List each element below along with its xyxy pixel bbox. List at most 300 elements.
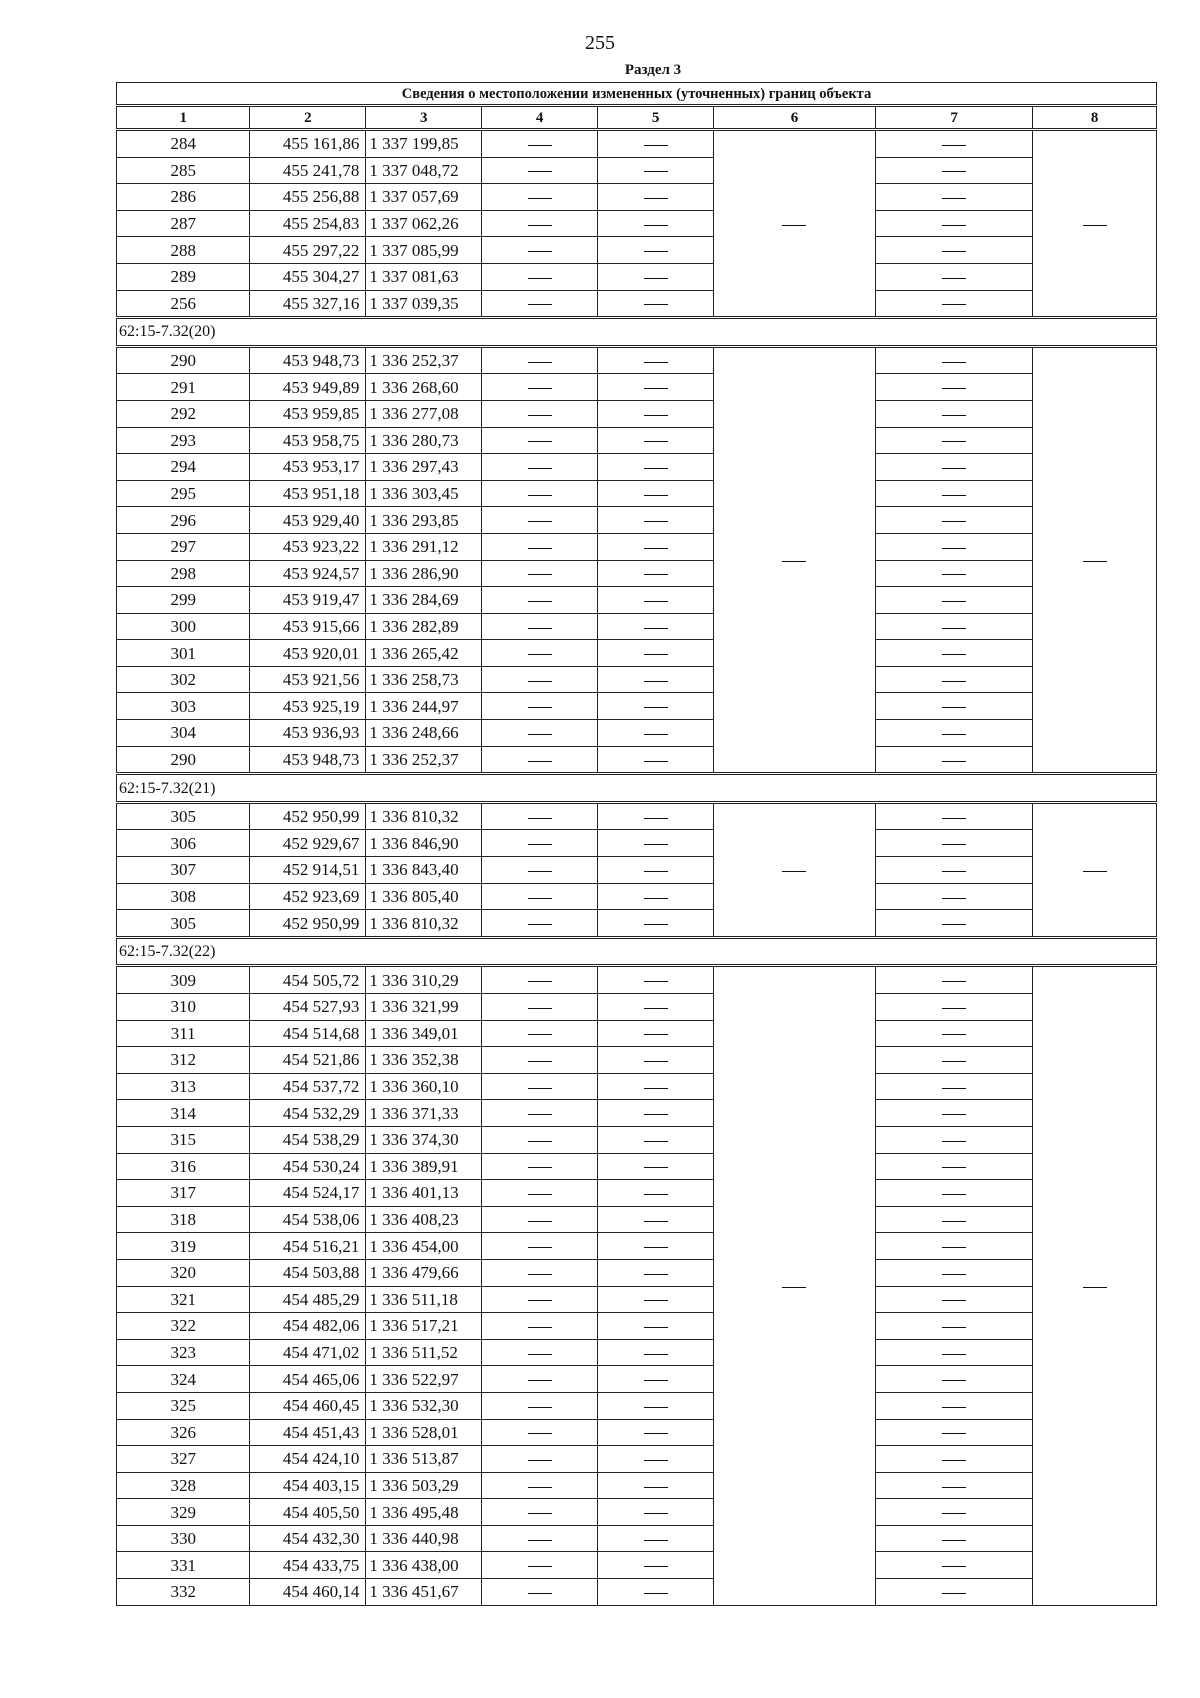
dash-mark <box>528 734 552 735</box>
point-number: 291 <box>117 374 250 401</box>
dash-mark <box>782 225 806 226</box>
table-row <box>117 1073 1157 1100</box>
dash-mark <box>942 1088 966 1089</box>
column-7-cell <box>875 237 1032 264</box>
dash-mark <box>644 681 668 682</box>
column-7-cell <box>875 1233 1032 1260</box>
table-row <box>117 1472 1157 1499</box>
column-7-cell <box>875 910 1032 938</box>
coordinate-x: 452 914,51 <box>250 857 366 884</box>
coordinate-y: 1 337 039,35 <box>366 290 482 318</box>
column-4-cell <box>482 290 598 318</box>
column-number: 6 <box>714 106 876 130</box>
dash-mark <box>942 1487 966 1488</box>
dash-mark <box>942 734 966 735</box>
dash-mark <box>528 574 552 575</box>
dash-mark <box>644 415 668 416</box>
column-4-cell <box>482 857 598 884</box>
column-4-cell <box>482 1153 598 1180</box>
dash-mark <box>644 818 668 819</box>
column-7-cell <box>875 746 1032 774</box>
table-row <box>117 157 1157 184</box>
dash-mark <box>942 1008 966 1009</box>
coordinate-y: 1 336 349,01 <box>366 1020 482 1047</box>
column-5-cell <box>598 746 714 774</box>
column-4-cell <box>482 1525 598 1552</box>
point-number: 290 <box>117 346 250 374</box>
table-row <box>117 613 1157 640</box>
dash-mark <box>528 898 552 899</box>
dash-mark <box>644 1034 668 1035</box>
point-number: 329 <box>117 1499 250 1526</box>
column-7-cell <box>875 1579 1032 1606</box>
coordinate-y: 1 336 479,66 <box>366 1259 482 1286</box>
coordinate-y: 1 336 371,33 <box>366 1100 482 1127</box>
column-5-cell <box>598 130 714 158</box>
coordinate-x: 452 923,69 <box>250 883 366 910</box>
table-row <box>117 994 1157 1021</box>
column-5-cell <box>598 290 714 318</box>
dash-mark <box>942 818 966 819</box>
column-5-cell <box>598 640 714 667</box>
column-4-cell <box>482 157 598 184</box>
coordinate-x: 454 460,45 <box>250 1392 366 1419</box>
column-7-cell <box>875 290 1032 318</box>
dash-mark <box>644 495 668 496</box>
coordinate-y: 1 336 511,52 <box>366 1339 482 1366</box>
coordinate-x: 453 915,66 <box>250 613 366 640</box>
column-7-cell <box>875 346 1032 374</box>
dash-mark <box>1083 871 1107 872</box>
dash-mark <box>528 171 552 172</box>
point-number: 314 <box>117 1100 250 1127</box>
point-number: 297 <box>117 533 250 560</box>
column-number: 8 <box>1033 106 1157 130</box>
coordinate-x: 453 948,73 <box>250 346 366 374</box>
column-4-cell <box>482 587 598 614</box>
dash-mark <box>528 761 552 762</box>
dash-mark <box>644 1513 668 1514</box>
column-5-cell <box>598 427 714 454</box>
table-row <box>117 1047 1157 1074</box>
table-row <box>117 507 1157 534</box>
coordinate-x: 455 254,83 <box>250 210 366 237</box>
dash-mark <box>1083 1287 1107 1288</box>
column-6-cell <box>714 346 876 774</box>
group-header-row <box>117 937 1157 966</box>
column-4-cell <box>482 613 598 640</box>
table-title: Сведения о местоположении измененных (уточненных) границ объекта <box>117 83 1157 106</box>
point-number: 299 <box>117 587 250 614</box>
column-5-cell <box>598 346 714 374</box>
dash-mark <box>528 362 552 363</box>
coordinate-x: 453 948,73 <box>250 746 366 774</box>
point-number: 315 <box>117 1126 250 1153</box>
coordinate-y: 1 336 265,42 <box>366 640 482 667</box>
point-number: 286 <box>117 184 250 211</box>
dash-mark <box>528 1354 552 1355</box>
dash-mark <box>644 1593 668 1594</box>
coordinate-y: 1 336 352,38 <box>366 1047 482 1074</box>
column-7-cell <box>875 587 1032 614</box>
dash-mark <box>644 1566 668 1567</box>
dash-mark <box>644 1194 668 1195</box>
coordinate-y: 1 336 528,01 <box>366 1419 482 1446</box>
coordinate-x: 454 503,88 <box>250 1259 366 1286</box>
column-number: 7 <box>875 106 1032 130</box>
coordinate-y: 1 336 291,12 <box>366 533 482 560</box>
dash-mark <box>528 415 552 416</box>
column-7-cell <box>875 693 1032 720</box>
coordinate-y: 1 336 440,98 <box>366 1525 482 1552</box>
column-4-cell <box>482 830 598 857</box>
table-row <box>117 346 1157 374</box>
column-5-cell <box>598 587 714 614</box>
coordinate-y: 1 336 258,73 <box>366 666 482 693</box>
dash-mark <box>528 1061 552 1062</box>
coordinate-x: 454 514,68 <box>250 1020 366 1047</box>
table-row <box>117 1259 1157 1286</box>
dash-mark <box>942 225 966 226</box>
point-number: 285 <box>117 157 250 184</box>
column-4-cell <box>482 1579 598 1606</box>
table-row <box>117 693 1157 720</box>
column-7-cell <box>875 666 1032 693</box>
table-row <box>117 1446 1157 1473</box>
column-4-cell <box>482 1233 598 1260</box>
coordinate-x: 453 924,57 <box>250 560 366 587</box>
dash-mark <box>942 601 966 602</box>
column-7-cell <box>875 802 1032 830</box>
table-row <box>117 1552 1157 1579</box>
column-4-cell <box>482 1472 598 1499</box>
table-row <box>117 1313 1157 1340</box>
coordinate-y: 1 336 252,37 <box>366 746 482 774</box>
coordinate-y: 1 336 282,89 <box>366 613 482 640</box>
column-5-cell <box>598 720 714 747</box>
dash-mark <box>528 844 552 845</box>
dash-mark <box>782 561 806 562</box>
column-4-cell <box>482 883 598 910</box>
coordinate-y: 1 336 252,37 <box>366 346 482 374</box>
table-row <box>117 1206 1157 1233</box>
column-5-cell <box>598 1339 714 1366</box>
dash-mark <box>644 548 668 549</box>
point-number: 256 <box>117 290 250 318</box>
coordinate-x: 454 532,29 <box>250 1100 366 1127</box>
point-number: 305 <box>117 802 250 830</box>
column-7-cell <box>875 1153 1032 1180</box>
table-row <box>117 1579 1157 1606</box>
column-5-cell <box>598 184 714 211</box>
dash-mark <box>644 1540 668 1541</box>
dash-mark <box>528 1221 552 1222</box>
dash-mark <box>942 1034 966 1035</box>
point-number: 325 <box>117 1392 250 1419</box>
column-7-cell <box>875 1419 1032 1446</box>
dash-mark <box>528 1327 552 1328</box>
column-7-cell <box>875 157 1032 184</box>
column-7-cell <box>875 994 1032 1021</box>
column-7-cell <box>875 1366 1032 1393</box>
dash-mark <box>644 225 668 226</box>
coordinate-y: 1 336 454,00 <box>366 1233 482 1260</box>
coordinate-x: 453 921,56 <box>250 666 366 693</box>
point-number: 317 <box>117 1180 250 1207</box>
coordinate-y: 1 336 310,29 <box>366 966 482 994</box>
column-7-cell <box>875 720 1032 747</box>
dash-mark <box>1083 561 1107 562</box>
point-number: 328 <box>117 1472 250 1499</box>
dash-mark <box>528 628 552 629</box>
dash-mark <box>644 388 668 389</box>
dash-mark <box>528 521 552 522</box>
dash-mark <box>942 468 966 469</box>
coordinate-y: 1 336 843,40 <box>366 857 482 884</box>
dash-mark <box>644 1167 668 1168</box>
dash-mark <box>644 1354 668 1355</box>
dash-mark <box>942 1460 966 1461</box>
point-number: 327 <box>117 1446 250 1473</box>
column-5-cell <box>598 480 714 507</box>
group-header-row <box>117 774 1157 803</box>
column-4-cell <box>482 400 598 427</box>
dash-mark <box>782 1287 806 1288</box>
coordinate-x: 455 241,78 <box>250 157 366 184</box>
column-5-cell <box>598 560 714 587</box>
column-4-cell <box>482 693 598 720</box>
coordinate-y: 1 336 360,10 <box>366 1073 482 1100</box>
column-4-cell <box>482 1392 598 1419</box>
column-8-cell <box>1033 966 1157 1605</box>
dash-mark <box>942 1327 966 1328</box>
dash-mark <box>644 601 668 602</box>
table-row <box>117 480 1157 507</box>
column-5-cell <box>598 210 714 237</box>
column-7-cell <box>875 857 1032 884</box>
dash-mark <box>942 198 966 199</box>
column-5-cell <box>598 994 714 1021</box>
column-7-cell <box>875 1100 1032 1127</box>
table-body <box>117 130 1157 1606</box>
column-5-cell <box>598 454 714 481</box>
dash-mark <box>644 171 668 172</box>
column-4-cell <box>482 1419 598 1446</box>
table-row <box>117 857 1157 884</box>
parcel-designation: 62:15-7.32(20) <box>117 318 1157 347</box>
point-number: 306 <box>117 830 250 857</box>
column-7-cell <box>875 560 1032 587</box>
table-row <box>117 830 1157 857</box>
coordinate-x: 454 537,72 <box>250 1073 366 1100</box>
column-7-cell <box>875 130 1032 158</box>
column-7-cell <box>875 1339 1032 1366</box>
coordinate-y: 1 337 062,26 <box>366 210 482 237</box>
column-7-cell <box>875 883 1032 910</box>
dash-mark <box>644 362 668 363</box>
dash-mark <box>942 574 966 575</box>
point-number: 304 <box>117 720 250 747</box>
table-row <box>117 1233 1157 1260</box>
point-number: 288 <box>117 237 250 264</box>
dash-mark <box>528 1141 552 1142</box>
dash-mark <box>528 251 552 252</box>
column-number: 5 <box>598 106 714 130</box>
point-number: 290 <box>117 746 250 774</box>
point-number: 326 <box>117 1419 250 1446</box>
column-5-cell <box>598 507 714 534</box>
point-number: 295 <box>117 480 250 507</box>
column-number-row <box>117 106 1157 130</box>
column-5-cell <box>598 1233 714 1260</box>
point-number: 298 <box>117 560 250 587</box>
column-4-cell <box>482 1073 598 1100</box>
dash-mark <box>644 1300 668 1301</box>
dash-mark <box>644 1247 668 1248</box>
column-4-cell <box>482 1180 598 1207</box>
table-row <box>117 427 1157 454</box>
coordinate-x: 453 936,93 <box>250 720 366 747</box>
table-row <box>117 1366 1157 1393</box>
column-5-cell <box>598 1472 714 1499</box>
coordinate-y: 1 336 401,13 <box>366 1180 482 1207</box>
dash-mark <box>942 278 966 279</box>
coordinate-y: 1 336 244,97 <box>366 693 482 720</box>
coordinate-y: 1 336 297,43 <box>366 454 482 481</box>
point-number: 287 <box>117 210 250 237</box>
parcel-designation: 62:15-7.32(21) <box>117 774 1157 803</box>
column-5-cell <box>598 1126 714 1153</box>
coordinate-y: 1 336 495,48 <box>366 1499 482 1526</box>
column-5-cell <box>598 1100 714 1127</box>
coordinate-x: 453 951,18 <box>250 480 366 507</box>
dash-mark <box>644 1114 668 1115</box>
coordinate-y: 1 336 846,90 <box>366 830 482 857</box>
table-row <box>117 1419 1157 1446</box>
column-4-cell <box>482 1286 598 1313</box>
dash-mark <box>528 1593 552 1594</box>
column-6-cell <box>714 966 876 1605</box>
coordinate-x: 454 432,30 <box>250 1525 366 1552</box>
coordinate-x: 454 521,86 <box>250 1047 366 1074</box>
column-5-cell <box>598 1020 714 1047</box>
column-4-cell <box>482 210 598 237</box>
dash-mark <box>644 1433 668 1434</box>
column-7-cell <box>875 374 1032 401</box>
dash-mark <box>942 1300 966 1301</box>
column-7-cell <box>875 1286 1032 1313</box>
coordinate-x: 454 482,06 <box>250 1313 366 1340</box>
point-number: 284 <box>117 130 250 158</box>
coordinate-x: 454 524,17 <box>250 1180 366 1207</box>
table-row <box>117 910 1157 938</box>
dash-mark <box>942 304 966 305</box>
coordinate-y: 1 336 511,18 <box>366 1286 482 1313</box>
column-4-cell <box>482 427 598 454</box>
dash-mark <box>644 304 668 305</box>
dash-mark <box>942 171 966 172</box>
section-label: Раздел 3 <box>624 62 682 78</box>
dash-mark <box>644 1460 668 1461</box>
column-5-cell <box>598 613 714 640</box>
table-row <box>117 883 1157 910</box>
coordinate-x: 455 304,27 <box>250 263 366 290</box>
coordinate-x: 453 953,17 <box>250 454 366 481</box>
dash-mark <box>942 1433 966 1434</box>
column-4-cell <box>482 1020 598 1047</box>
dash-mark <box>644 1221 668 1222</box>
dash-mark <box>942 654 966 655</box>
column-4-cell <box>482 184 598 211</box>
coordinate-x: 453 919,47 <box>250 587 366 614</box>
boundary-coordinates-table <box>116 82 1157 1606</box>
point-number: 322 <box>117 1313 250 1340</box>
column-6-cell <box>714 130 876 318</box>
dash-mark <box>942 707 966 708</box>
column-5-cell <box>598 1047 714 1074</box>
coordinate-y: 1 336 321,99 <box>366 994 482 1021</box>
coordinate-x: 454 460,14 <box>250 1579 366 1606</box>
coordinate-x: 455 161,86 <box>250 130 366 158</box>
column-4-cell <box>482 720 598 747</box>
column-7-cell <box>875 1047 1032 1074</box>
coordinate-x: 454 405,50 <box>250 1499 366 1526</box>
column-6-cell <box>714 802 876 937</box>
coordinate-x: 455 297,22 <box>250 237 366 264</box>
table-row <box>117 210 1157 237</box>
coordinate-y: 1 336 248,66 <box>366 720 482 747</box>
column-4-cell <box>482 454 598 481</box>
dash-mark <box>942 145 966 146</box>
column-5-cell <box>598 374 714 401</box>
column-5-cell <box>598 533 714 560</box>
point-number: 303 <box>117 693 250 720</box>
point-number: 320 <box>117 1259 250 1286</box>
column-4-cell <box>482 910 598 938</box>
coordinate-y: 1 337 085,99 <box>366 237 482 264</box>
dash-mark <box>528 145 552 146</box>
coordinate-y: 1 336 284,69 <box>366 587 482 614</box>
point-number: 305 <box>117 910 250 938</box>
dash-mark <box>528 924 552 925</box>
dash-mark <box>644 1141 668 1142</box>
coordinate-x: 454 530,24 <box>250 1153 366 1180</box>
dash-mark <box>942 1114 966 1115</box>
dash-mark <box>942 495 966 496</box>
column-7-cell <box>875 1525 1032 1552</box>
coordinate-y: 1 336 517,21 <box>366 1313 482 1340</box>
dash-mark <box>528 1034 552 1035</box>
table-row <box>117 1020 1157 1047</box>
column-4-cell <box>482 480 598 507</box>
coordinate-x: 453 920,01 <box>250 640 366 667</box>
dash-mark <box>644 1061 668 1062</box>
point-number: 313 <box>117 1073 250 1100</box>
point-number: 293 <box>117 427 250 454</box>
column-5-cell <box>598 1180 714 1207</box>
column-4-cell <box>482 746 598 774</box>
table-row <box>117 640 1157 667</box>
column-5-cell <box>598 1525 714 1552</box>
dash-mark <box>644 707 668 708</box>
column-7-cell <box>875 1313 1032 1340</box>
column-5-cell <box>598 1446 714 1473</box>
column-5-cell <box>598 802 714 830</box>
dash-mark <box>942 1274 966 1275</box>
column-4-cell <box>482 507 598 534</box>
dash-mark <box>942 1380 966 1381</box>
coordinate-x: 454 505,72 <box>250 966 366 994</box>
